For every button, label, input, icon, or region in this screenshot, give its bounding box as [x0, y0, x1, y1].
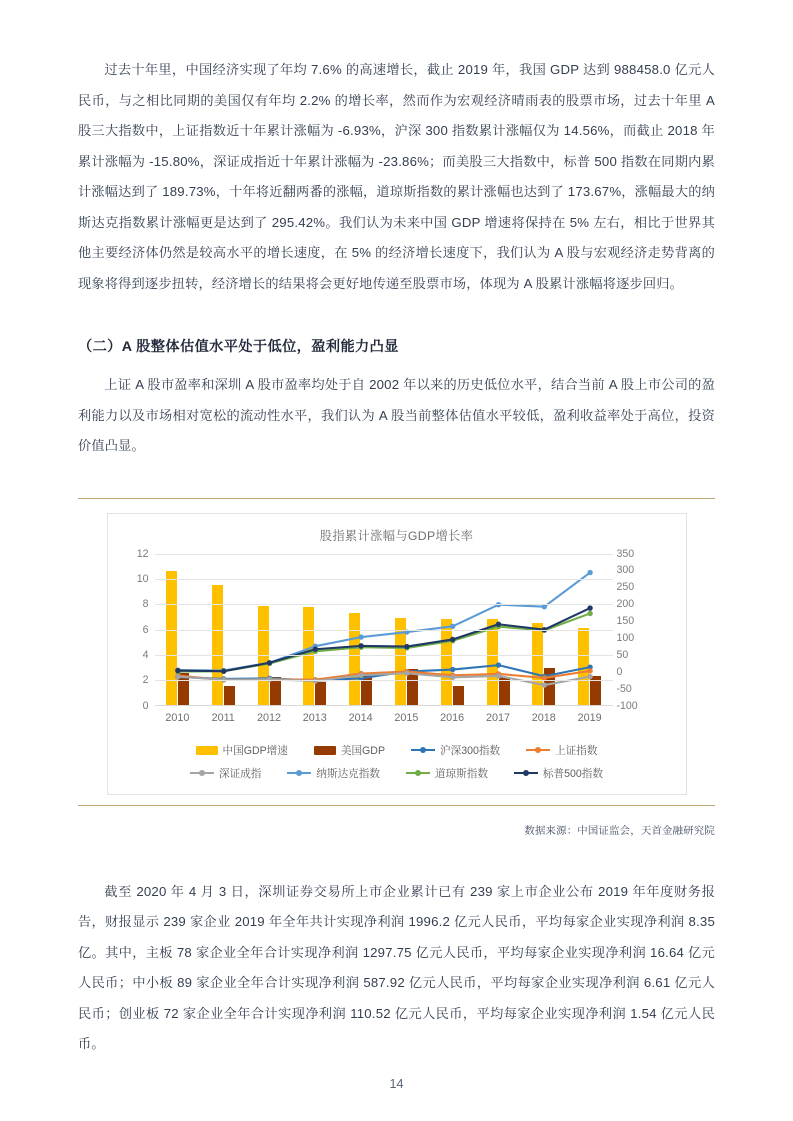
legend-bar-swatch	[314, 746, 336, 755]
legend-label: 沪深300指数	[440, 744, 501, 757]
x-axis-tick: 2013	[302, 711, 327, 724]
y-axis-tick-right: -50	[616, 682, 632, 695]
x-axis-tick: 2017	[485, 711, 511, 724]
chart-data-point	[587, 610, 592, 615]
legend-item[interactable]	[287, 766, 380, 781]
chart-data-point	[495, 621, 500, 626]
legend-row	[190, 766, 603, 781]
legend-line-swatch	[406, 769, 430, 778]
x-axis-tick: 2019	[577, 711, 602, 724]
legend-item[interactable]	[196, 743, 288, 758]
chart-figure	[107, 513, 687, 795]
chart-data-point	[450, 666, 455, 671]
legend-item[interactable]	[406, 766, 488, 781]
chart-gridline	[155, 630, 613, 631]
x-axis-tick: 2018	[531, 711, 556, 724]
x-axis-tick: 2014	[348, 711, 373, 724]
x-axis-tick: 2015	[394, 711, 419, 724]
x-axis-tick: 2010	[165, 711, 190, 724]
chart-data-point	[404, 643, 409, 648]
section-heading: （二）A 股整体估值水平处于低位，盈利能力凸显	[78, 339, 399, 355]
y-axis-tick-right: 0	[616, 665, 623, 678]
y-axis-tick-right: 250	[616, 581, 635, 594]
x-axis-tick: 2016	[440, 711, 465, 724]
legend-row	[196, 743, 598, 758]
chart-data-point	[358, 672, 363, 677]
y-axis-tick-left: 4	[142, 648, 149, 661]
y-axis-tick-left: 12	[136, 547, 149, 560]
chart-data-point	[358, 643, 363, 648]
chart-line-series	[177, 613, 589, 671]
chart-line-series	[177, 608, 589, 671]
chart-data-point	[358, 634, 363, 639]
chart-data-point	[404, 670, 409, 675]
body-paragraph-3: 截至 2020 年 4 月 3 日，深圳证券交易所上市企业累计已有 239 家上市企业公布 2019 年年度财务报告，财报显示 239 家企业 2019 年全年共计实现净利润 1996.2 亿元人民币，平均每家企业实现净利润 8.35 亿。其中，主板 78 家企业全年合计实现净利润 1297.75 亿元人民币，平均每家企业实现净利润 16.64 亿元人民币；中小板 89 家企业全年合计实现净利润 587.92 亿元人民币，平均每家企业实现净利润 6.61 亿元人民币；创业板 72 家企业全年合计实现净利润 110.52 亿元人民币，平均每家企业实现净利润 1.54 亿元人民币。	[78, 883, 715, 1051]
legend-line-swatch	[411, 746, 435, 755]
body-paragraph-2: 上证 A 股市盈率和深圳 A 股市盈率均处于自 2002 年以来的历史低位水平，结合当前 A 股上市公司的盈利能力以及市场相对宽松的流动性水平，我们认为 A 股当前整体估值水平较低，盈利收益率处于高位，投资价值凸显。	[78, 377, 715, 453]
chart-data-point	[450, 674, 455, 679]
chart-line-series	[177, 673, 589, 685]
chart-data-point	[266, 660, 271, 665]
chart-data-point	[221, 668, 226, 673]
y-axis-tick-left: 6	[142, 623, 149, 636]
chart-gridline	[155, 655, 613, 656]
chart-data-point	[587, 673, 592, 678]
chart-data-point	[587, 668, 592, 673]
y-axis-tick-left: 2	[142, 674, 149, 687]
legend-label: 深证成指	[219, 767, 262, 780]
legend-label: 美国GDP	[340, 744, 386, 757]
legend-item[interactable]	[514, 766, 603, 781]
chart-data-point	[175, 667, 180, 672]
legend-label: 标普500指数	[542, 767, 603, 780]
chart-gridline	[155, 680, 613, 681]
y-axis-tick-right: 200	[616, 598, 635, 611]
chart-gridline	[155, 604, 613, 605]
y-axis-tick-right: 150	[616, 615, 635, 628]
y-axis-tick-left: 10	[136, 572, 149, 585]
x-axis-tick: 2011	[211, 711, 235, 724]
legend-line-swatch	[526, 746, 550, 755]
y-axis-tick-right: -100	[616, 699, 638, 712]
chart-data-point	[175, 673, 180, 678]
chart-data-point	[495, 673, 500, 678]
chart-gridline	[155, 579, 613, 580]
legend-label: 上证指数	[555, 744, 598, 757]
chart-data-point	[541, 682, 546, 687]
chart-data-point	[312, 646, 317, 651]
legend-label: 纳斯达克指数	[316, 767, 380, 780]
legend-item[interactable]	[314, 743, 385, 758]
chart-data-point	[495, 662, 500, 667]
y-axis-tick-left: 0	[142, 699, 149, 712]
legend-line-swatch	[514, 769, 538, 778]
y-axis-tick-right: 350	[616, 547, 635, 560]
legend-item[interactable]	[526, 743, 597, 758]
chart-gridline	[155, 554, 613, 555]
body-paragraph-1: 过去十年里，中国经济实现了年均 7.6% 的高速增长，截止 2019 年，我国 GDP 达到 988458.0 亿元人民币，与之相比同期的美国仅有年均 2.2% 的增长率，然而作为宏观经济晴雨表的股票市场，过去十年里 A 股三大指数中，上证指数近十年累计涨幅为 -6.93%，沪深 300 指数累计涨幅仅为 14.56%，而截止 2018 年累计涨幅为 -15.80%，深证成指近十年累计涨幅为 -23.86%；而美股三大指数中，标普 500 指数在同期内累计涨幅达到了 189.73%，十年将近翻两番的涨幅，道琼斯指数的累计涨幅也达到了 173.67%，涨幅最大的纳斯达克指数累计涨幅更是达到了 295.42%。我们认为未来中国 GDP 增速将保持在 5% 左右，相比于世界其他主要经济体仍然是较高水平的增长速度，在 5% 的经济增长速度下，我们认为 A 股与宏观经济走势背离的现象将得到逐步扭转，经济增长的结果将会更好地传递至股票市场，体现为 A 股累计涨幅将逐步回归。	[78, 62, 715, 291]
legend-bar-swatch	[196, 746, 218, 755]
chart-data-point	[587, 569, 592, 574]
legend-line-swatch	[287, 769, 311, 778]
y-axis-tick-left: 8	[142, 598, 149, 611]
legend-item[interactable]	[411, 743, 500, 758]
figure-source-caption: 数据来源：中国证监会，天首金融研究院	[524, 825, 715, 837]
x-axis-tick: 2012	[256, 711, 282, 724]
y-axis-tick-right: 100	[616, 631, 635, 644]
legend-item[interactable]	[190, 766, 261, 781]
chart-axis-baseline	[155, 705, 613, 706]
page-number: 14	[389, 1077, 404, 1091]
divider-top	[78, 498, 715, 499]
y-axis-tick-right: 300	[616, 564, 635, 577]
chart-plot-area	[136, 547, 638, 724]
chart-title: 股指累计涨幅与GDP增长率	[319, 528, 474, 543]
legend-label: 道琼斯指数	[434, 767, 488, 780]
chart-data-point	[450, 623, 455, 628]
chart-legend	[108, 743, 686, 781]
chart-data-point	[587, 605, 592, 610]
chart-data-point	[450, 636, 455, 641]
legend-line-swatch	[190, 769, 214, 778]
y-axis-tick-right: 50	[616, 648, 629, 661]
legend-label: 中国GDP增速	[222, 744, 288, 757]
